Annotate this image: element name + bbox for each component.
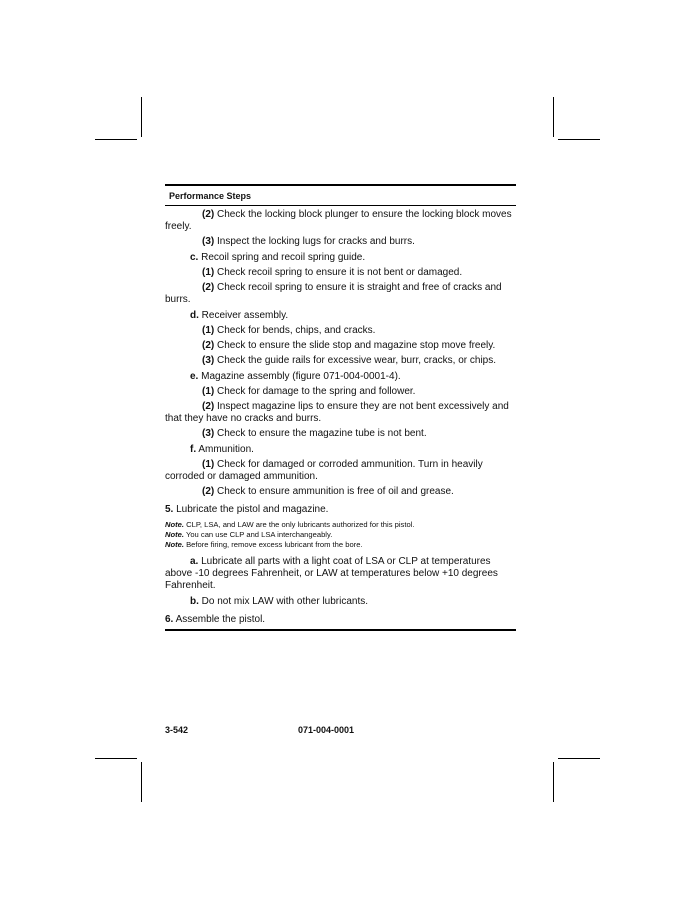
crop-mark-bottom-right-horizontal bbox=[558, 758, 600, 759]
header-rule bbox=[165, 205, 516, 206]
step-line: (1) Check recoil spring to ensure it is not bent or damaged. bbox=[202, 267, 463, 278]
performance-steps-section bbox=[165, 184, 516, 631]
page-number: 3-542 bbox=[165, 725, 189, 735]
step-line: (3) Inspect the locking lugs for cracks and burrs. bbox=[202, 236, 415, 247]
lubrication-steps bbox=[165, 556, 516, 626]
steps-list bbox=[165, 209, 516, 516]
step-line: 5. Lubricate the pistol and magazine. bbox=[165, 504, 329, 515]
step-line: (2) Check recoil spring to ensure it is straight and free of cracks and burrs. bbox=[165, 282, 502, 305]
step-line: (2) Check the locking block plunger to ensure the locking block moves freely. bbox=[165, 209, 512, 232]
crop-mark-top-left-vertical bbox=[141, 97, 142, 137]
step-line: e. Magazine assembly (figure 071-004-0001-4). bbox=[190, 371, 401, 382]
note-line: Note. CLP, LSA, and LAW are the only lubricants authorized for this pistol. bbox=[165, 520, 415, 529]
step-line: (1) Check for damaged or corroded ammunition. Turn in heavily corroded or damaged ammunition. bbox=[165, 459, 483, 482]
step-line: (3) Check the guide rails for excessive wear, burr, cracks, or chips. bbox=[202, 355, 497, 366]
step-line: (1) Check for bends, chips, and cracks. bbox=[202, 325, 376, 336]
step-line: (3) Check to ensure the magazine tube is not bent. bbox=[202, 428, 427, 439]
note-line: Note. You can use CLP and LSA interchangeably. bbox=[165, 530, 333, 539]
task-code: 071-004-0001 bbox=[298, 725, 355, 735]
step-line: c. Recoil spring and recoil spring guide. bbox=[190, 252, 366, 263]
note-line: Note. Before firing, remove excess lubricant from the bore. bbox=[165, 540, 363, 549]
crop-mark-top-left-horizontal bbox=[95, 139, 137, 140]
crop-mark-bottom-right-vertical bbox=[553, 762, 554, 802]
step-line: f. Ammunition. bbox=[190, 444, 254, 455]
section-header: Performance Steps bbox=[169, 191, 252, 201]
notes-block bbox=[165, 520, 516, 550]
step-line: a. Lubricate all parts with a light coat of LSA or CLP at temperatures above -10 degrees Fahrenheit, or LAW at temperatures below +10 degrees Fahrenheit. bbox=[165, 556, 498, 591]
crop-mark-top-right-vertical bbox=[553, 97, 554, 137]
step-line: d. Receiver assembly. bbox=[190, 310, 289, 321]
step-line: b. Do not mix LAW with other lubricants. bbox=[190, 596, 369, 607]
crop-mark-bottom-left-horizontal bbox=[95, 758, 137, 759]
step-line: (1) Check for damage to the spring and follower. bbox=[202, 386, 416, 397]
crop-mark-bottom-left-vertical bbox=[141, 762, 142, 802]
step-line: (2) Check to ensure ammunition is free of oil and grease. bbox=[202, 486, 454, 497]
bottom-rule bbox=[165, 629, 516, 631]
step-line: (2) Check to ensure the slide stop and magazine stop move freely. bbox=[202, 340, 496, 351]
step-line: (2) Inspect magazine lips to ensure they are not bent excessively and that they have no cracks and burrs. bbox=[165, 401, 509, 424]
step-line: 6. Assemble the pistol. bbox=[165, 614, 266, 625]
crop-mark-top-right-horizontal bbox=[558, 139, 600, 140]
